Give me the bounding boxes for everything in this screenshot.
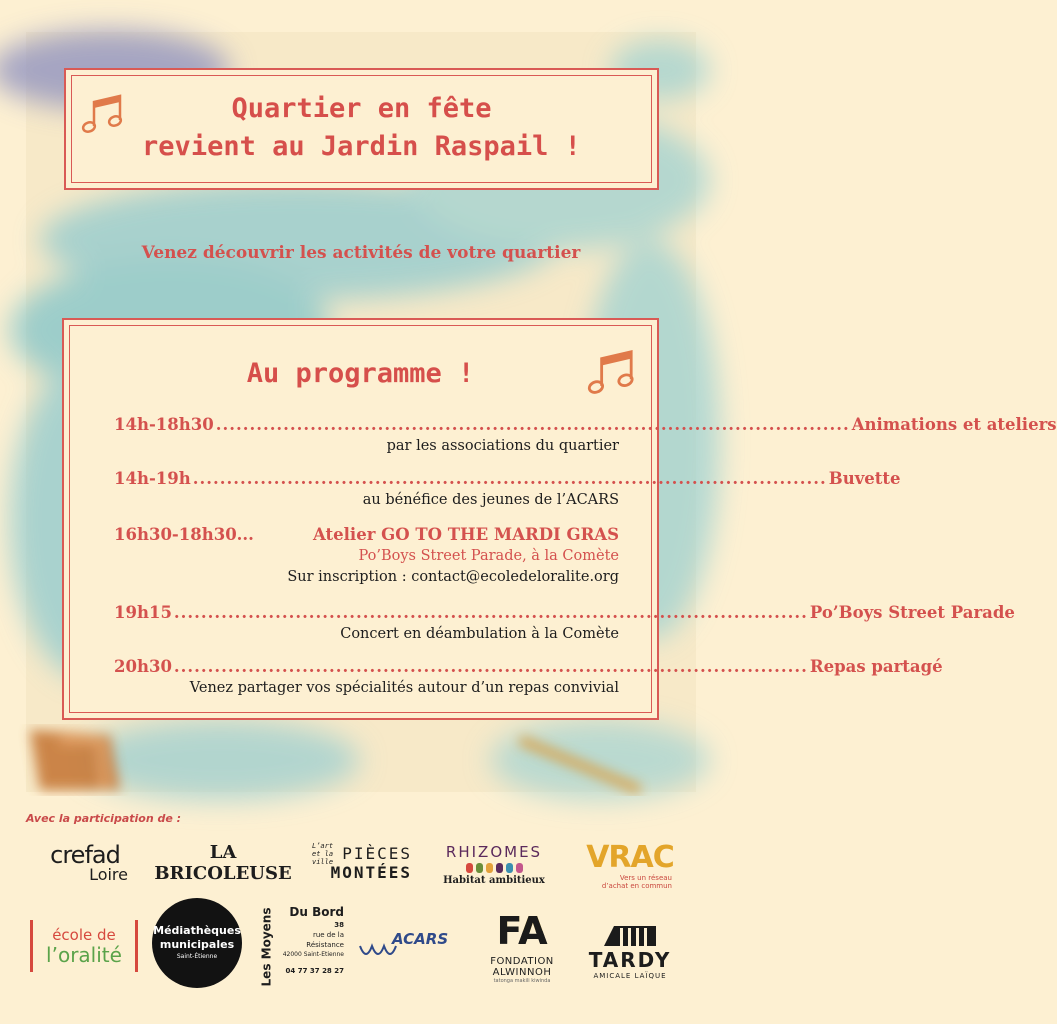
music-note-icon	[588, 342, 638, 398]
vrac-sub-2: d’achat en commun	[601, 882, 672, 890]
program-detail: Concert en déambulation à la Comète	[340, 626, 619, 642]
mediatheques-line-1: Médiathèques	[153, 924, 241, 937]
pieces-montees-logo	[312, 838, 412, 888]
rhizomes-logo	[436, 838, 552, 890]
title-line-2: revient au Jardin Raspail !	[142, 131, 581, 162]
program-item	[114, 468, 901, 511]
moyens-address-3: Résistance	[306, 941, 344, 949]
program-item	[114, 656, 943, 699]
program-activity: Po’Boys Street Parade	[809, 603, 1015, 622]
program-item	[114, 602, 1015, 645]
moyens-vertical-text: Les Moyens	[259, 907, 273, 987]
tardy-text: TARDY	[588, 948, 672, 972]
rhizomes-figures-icon	[466, 863, 523, 873]
pieces-line-1: PIÈCES	[342, 844, 412, 863]
piano-keys-icon	[600, 922, 660, 948]
music-note-icon	[82, 88, 126, 136]
acars-text: ACARS	[392, 930, 449, 948]
moyens-du-bord-logo	[258, 904, 344, 990]
ecole-line-1: école de	[52, 926, 116, 944]
subtitle: Venez découvrir les activités de votre quartier	[141, 243, 581, 263]
program-detail: Po’Boys Street Parade, à la Comète	[358, 548, 619, 564]
title-line-1: Quartier en fête	[231, 93, 492, 124]
moyens-phone: 04 77 37 28 27	[285, 967, 344, 975]
vrac-text: VRAC	[586, 840, 674, 875]
fondation-alwinnoh-logo	[462, 906, 582, 988]
rhizomes-sub: Habitat ambitieux	[443, 874, 545, 886]
vrac-logo	[588, 838, 672, 894]
program-activity: Animations et ateliers	[851, 415, 1057, 434]
crefad-sub: Loire	[89, 865, 128, 884]
crefad-logo	[32, 840, 138, 886]
mediatheques-sub: Saint-Étienne	[176, 953, 218, 960]
vrac-sub-1: Vers un réseau	[619, 874, 672, 882]
program-time: 16h30-18h30...	[114, 525, 254, 544]
title-frame	[64, 68, 659, 190]
program-activity: Repas partagé	[809, 657, 943, 676]
mediatheques-line-2: municipales	[159, 938, 235, 951]
program-item	[114, 414, 1057, 457]
program-detail: au bénéfice des jeunes de l’ACARS	[362, 492, 619, 508]
program-activity: Atelier GO TO THE MARDI GRAS	[313, 525, 619, 544]
program-time: 20h30	[114, 657, 172, 676]
program-frame	[62, 318, 1057, 720]
pieces-small-text: L’art et la ville	[312, 842, 334, 866]
tardy-sub: AMICALE LAÏQUE	[593, 972, 667, 980]
crefad-text: crefad	[50, 841, 120, 869]
program-time: 14h-18h30	[114, 415, 214, 434]
program-detail: Sur inscription : contact@ecoledeloralite.org	[287, 569, 619, 585]
leader-dots: ..............................................................................................	[215, 415, 850, 434]
leader-dots: ..............................................................................................	[192, 469, 827, 488]
program-detail: Venez partager vos spécialités autour d’un repas convivial	[189, 680, 619, 696]
leader-dots: ..............................................................................................	[173, 603, 808, 622]
pieces-line-2: MONTÉES	[330, 863, 412, 882]
moyens-address-2: rue de la	[312, 931, 344, 939]
moyens-address-1: 38	[334, 921, 344, 929]
fondation-mark: FA	[496, 909, 548, 953]
moyens-title: Du Bord	[289, 905, 344, 919]
program-activity: Buvette	[828, 469, 901, 488]
program-time: 14h-19h	[114, 469, 191, 488]
bricoleuse-text: LA BRICOLEUSE	[154, 842, 292, 884]
page-title	[66, 90, 657, 166]
program-title: Au programme !	[246, 358, 475, 389]
rhizomes-text: RHIZOMES	[445, 842, 543, 861]
ecole-oralite-logo	[30, 920, 138, 972]
tardy-logo	[590, 916, 670, 986]
program-time: 19h15	[114, 603, 172, 622]
ecole-line-2: l’oralité	[46, 943, 122, 967]
program-detail: par les associations du quartier	[386, 438, 619, 454]
program-item	[114, 524, 619, 588]
fondation-name: FONDATION ALWINNOH	[490, 956, 554, 978]
fondation-sub: tatonga makili kiwinda	[493, 978, 551, 984]
moyens-city: 42000 Saint-Etienne	[282, 951, 344, 958]
acars-logo	[356, 922, 456, 968]
bricoleuse-logo	[154, 842, 292, 884]
leader-dots: ..............................................................................................	[173, 657, 808, 676]
mediatheques-logo	[152, 898, 242, 988]
partners-label: Avec la participation de :	[26, 812, 182, 825]
